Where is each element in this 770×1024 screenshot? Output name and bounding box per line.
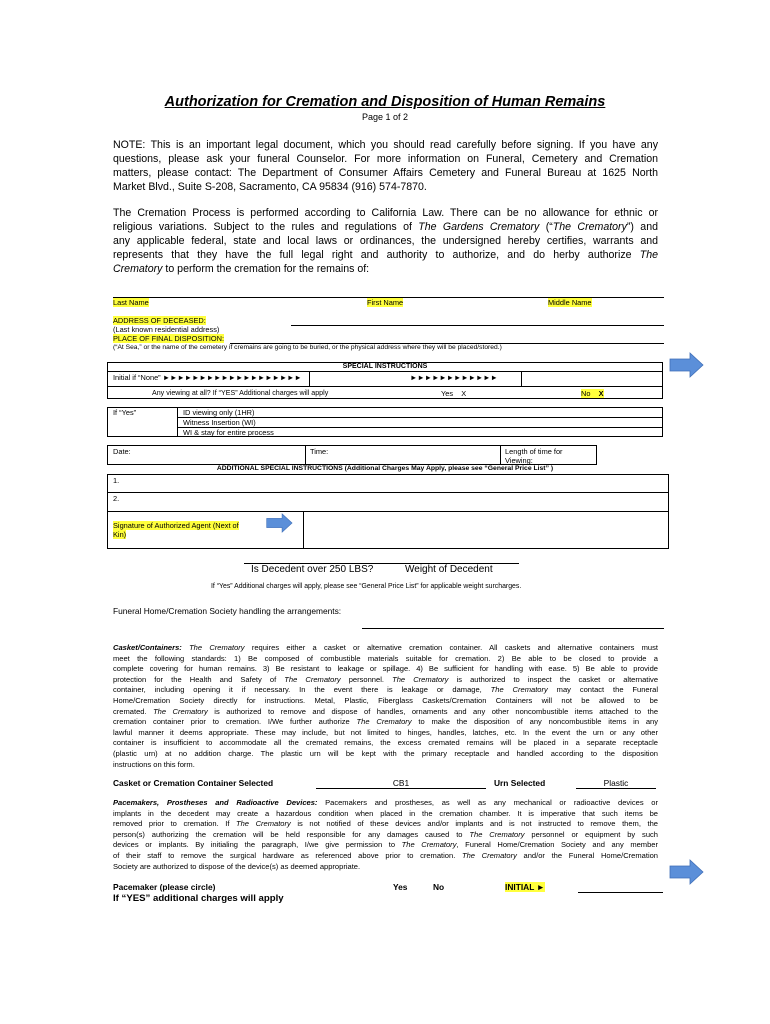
disposition-label: PLACE OF FINAL DISPOSITION: — [113, 334, 225, 343]
arrow-icon — [262, 513, 296, 533]
additional-row-1[interactable]: 1. — [113, 476, 120, 485]
time-field[interactable]: Time: — [310, 447, 329, 456]
pacemaker-circle-label: Pacemaker (please circle) — [113, 882, 216, 892]
viewing-label: Any viewing at all? If “YES” Additional charges will apply — [152, 389, 329, 397]
page-title: Authorization for Cremation and Disposition of Human Remains — [164, 94, 606, 110]
if-yes-label: If “Yes” — [113, 408, 137, 417]
funeral-home-label: Funeral Home/Cremation Society handling the arrangements: — [113, 606, 342, 616]
urn-value[interactable]: Plastic — [576, 778, 656, 789]
address-hint: (Last known residential address) — [113, 325, 220, 334]
last-name-label: Last Name — [113, 298, 149, 307]
first-name-label: First Name — [367, 298, 404, 307]
viewing-no[interactable]: No X — [581, 389, 604, 398]
viewing-length-field[interactable]: Length of time for Viewing: — [505, 447, 563, 465]
page-number: Page 1 of 2 — [361, 112, 409, 122]
funeral-home-line[interactable] — [362, 628, 664, 629]
initial-arrows: ►►►►►►►►►►►► — [410, 373, 498, 382]
process-paragraph: The Cremation Process is performed according to California Law. There can be no allowance for ethnic or religious variations. Subject to the rules and regulations of The Gardens Crematory (“The Crematory”) and any applicable federal, state and local laws or ordinances, the undersigned hereby certifies, warrants and represents that they have the full legal right and authority to authorize, and do herby authorize The Crematory to perform the cremation for the remains of: — [113, 207, 658, 275]
address-line[interactable] — [291, 325, 664, 326]
urn-label: Urn Selected — [494, 778, 546, 788]
viewing-option[interactable]: WI & stay for entire process — [183, 428, 274, 437]
viewing-option[interactable]: ID viewing only (1HR) — [183, 408, 255, 417]
additional-row-2[interactable]: 2. — [113, 494, 120, 503]
pacemaker-no[interactable]: No — [433, 882, 445, 892]
pacemaker-initial-label: INITIAL ► — [505, 882, 545, 892]
address-label: ADDRESS OF DECEASED: — [113, 316, 206, 325]
container-value[interactable]: CB1 — [316, 778, 486, 789]
middle-name-label: Middle Name — [548, 298, 592, 307]
viewing-option[interactable]: Witness Insertion (WI) — [183, 418, 256, 427]
viewing-yes[interactable]: Yes X — [441, 389, 467, 398]
date-field[interactable]: Date: — [113, 447, 131, 456]
arrow-icon — [668, 352, 704, 378]
additional-instructions-header: ADDITIONAL SPECIAL INSTRUCTIONS (Additional Charges May Apply, please see “General Price List” ) — [216, 465, 554, 472]
note-paragraph: NOTE: This is an important legal document, which you should read carefully before signing. If you have any questions, please ask your funeral Counselor. For more information on Funeral, Cemetery and Cremation matters, please contact: The Department of Consumer Affairs Cemetery and Funeral Bureau at 1625 North Market Blvd., Suite S-208, Sacramento, CA 95834 (916) 574-7870. — [113, 139, 658, 193]
pacemaker-paragraph: Pacemakers, Prostheses and Radioactive Devices: Pacemakers and prostheses, as well as any mechanical or radioactive devices or implants in the decedent may create a hazardous condition when placed in the cremation chamber. It is imperative that such items be removed prior to cremation. If The Crematory is not notified of these devices and/or implants and is not instructed to remove them, the person(s) authorizing the cremation will be held responsible for any damages caused to The Crematory personnel or equipment by such devices or implants. By initialing the paragraph, I/we give permission to The Crematory, Funeral Home/Cremation Society and any member of their staff to remove the surgical hardware as referenced above prior to cremation. The Crematory and/or the Funeral Home/Cremation Society are authorized to dispose of the device(s) as deemed appropriate. — [113, 798, 659, 871]
weight-label: Weight of Decedent — [405, 564, 493, 575]
weight-note: If “Yes” Additional charges will apply, please see “General Price List” for applicable weight surcharges. — [211, 583, 522, 590]
over-250-label: Is Decedent over 250 LBS? — [251, 564, 374, 575]
signature-field[interactable] — [304, 512, 668, 548]
signature-label: Signature of Authorized Agent (Next of Kin) — [113, 521, 239, 539]
initial-none-label: Initial if “None” ►►►►►►►►►►►►►►►►►►► — [113, 373, 302, 382]
container-label: Casket or Cremation Container Selected — [113, 778, 274, 788]
arrow-icon — [668, 859, 704, 885]
casket-paragraph: Casket/Containers: The Crematory requires either a casket or alternative cremation container. All caskets and alternative containers must meet the following standards: 1) Be composed of combustible materials suitable for cremation. 2) Be able to be closed to provide a complete covering for human remains. 3) Be resistant to leakage or spillage. 4) Be sufficient for handling with ease. 5) Be able to provide protection for the Health and Safety of The Crematory personnel. The Crematory is authorized to inspect the casket or alternative container, including opening it if necessary. In the event there is leakage or damage, The Crematory may contact the Funeral Home/Cremation Society directly for instructions. Metal, Plastic, Fiberglass Caskets/Cremation Containers will not be allowed to be cremated. The Crematory is authorized to remove and dispose of handles, ornaments and any other noncombustible items attached to the cremation container prior to cremation. I/We further authorize The Crematory to make the disposition of any noncombustible items in any lawful manner it deems appropriate. These may include, but not limited to hinges, handles, latches, etc. In the event the urn or any other container is insufficient to accommodate all the cremated remains, the excess cremated remains will be placed in a separate receptacle (plastic urn) at no addition charge. The plastic urn will be kept with the primary receptacle and handled according to the disposition instructions on this form. — [113, 643, 659, 769]
pacemaker-charges-note: If “YES” additional charges will apply — [113, 893, 284, 904]
special-instructions-header: SPECIAL INSTRUCTIONS — [342, 363, 428, 370]
pacemaker-yes[interactable]: Yes — [393, 882, 408, 892]
disposition-hint: (“At Sea,” or the name of the cemetery if cremains are going to be buried, or the physical address where they will be placed/stored.) — [113, 344, 502, 351]
pacemaker-initial-line[interactable] — [578, 892, 663, 893]
